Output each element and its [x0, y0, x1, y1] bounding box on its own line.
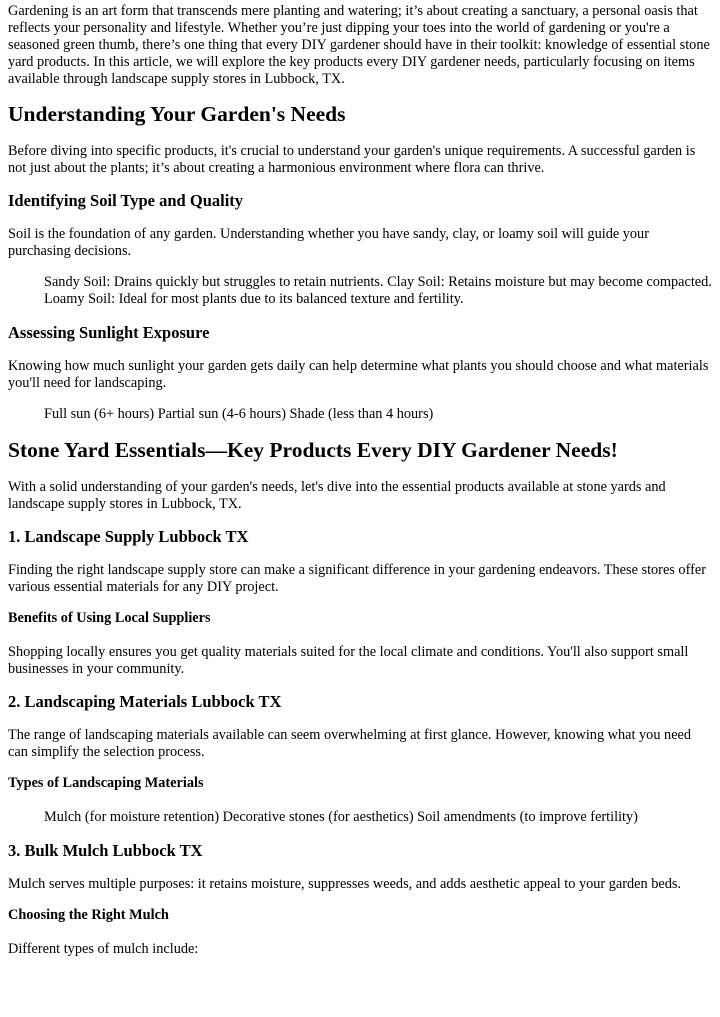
material-types-list: Mulch (for moisture retention) Decorative stones (for aesthetics) Soil amendments (to improve fertility) [44, 809, 638, 825]
heading-landscaping-materials: 2. Landscaping Materials Lubbock TX [8, 692, 282, 711]
heading-choosing-mulch: Choosing the Right Mulch [8, 907, 169, 923]
heading-local-suppliers: Benefits of Using Local Suppliers [8, 610, 211, 626]
sunlight-paragraph: Knowing how much sunlight your garden gets daily can help determine what plants you should choose and what materials you'll need for landscaping. [8, 358, 709, 391]
landscaping-materials-paragraph: The range of landscaping materials available can seem overwhelming at first glance. However, knowing what you need can simplify the selection process. [8, 727, 692, 760]
landscape-supply-paragraph: Finding the right landscape supply store can make a significant difference in your gardening endeavors. These stores offer various essential materials for any DIY project. [8, 562, 706, 595]
heading-garden-needs: Understanding Your Garden's Needs [8, 102, 346, 126]
heading-stone-yard-essentials: Stone Yard Essentials—Key Products Every DIY Gardener Needs! [8, 438, 618, 462]
intro-paragraph: Gardening is an art form that transcends mere planting and watering; it’s about creating a sanctuary, a personal oasis that reflects your personality and lifestyle. Whether you’re just dipping your toes into the world of gardening or you're a seasoned green thumb, there’s one thing that every DIY gardener should have in their toolkit: knowledge of essential stone yard products. In this article, we will explore the key products every DIY gardener needs, particularly focusing on items available through landscape supply stores in Lubbock, TX. [8, 3, 710, 87]
heading-landscape-supply: 1. Landscape Supply Lubbock TX [8, 527, 249, 546]
bulk-mulch-paragraph: Mulch serves multiple purposes: it retains moisture, suppresses weeds, and adds aesthetic appeal to your garden beds. [8, 876, 681, 892]
heading-sunlight: Assessing Sunlight Exposure [8, 323, 210, 342]
heading-material-types: Types of Landscaping Materials [8, 775, 204, 791]
local-suppliers-paragraph: Shopping locally ensures you get quality materials suited for the local climate and conditions. You'll also support small businesses in your community. [8, 644, 689, 677]
soil-paragraph: Soil is the foundation of any garden. Understanding whether you have sandy, clay, or loamy soil will guide your purchasing decisions. [8, 226, 649, 259]
heading-bulk-mulch: 3. Bulk Mulch Lubbock TX [8, 841, 203, 860]
essentials-paragraph: With a solid understanding of your garden's needs, let's dive into the essential products available at stone yards and landscape supply stores in Lubbock, TX. [8, 479, 666, 512]
heading-soil-type: Identifying Soil Type and Quality [8, 191, 244, 210]
sunlight-list: Full sun (6+ hours) Partial sun (4-6 hours) Shade (less than 4 hours) [44, 406, 434, 422]
soil-list: Sandy Soil: Drains quickly but struggles to retain nutrients. Clay Soil: Retains moisture but may become compacted. Loamy Soil: Ideal for most plants due to its balanced texture and fertility. [44, 274, 712, 307]
mulch-types-intro: Different types of mulch include: [8, 941, 199, 957]
garden-needs-paragraph: Before diving into specific products, it's crucial to understand your garden's unique requirements. A successful garden is not just about the plants; it’s about creating a harmonious environment where flora can thrive. [8, 143, 696, 176]
